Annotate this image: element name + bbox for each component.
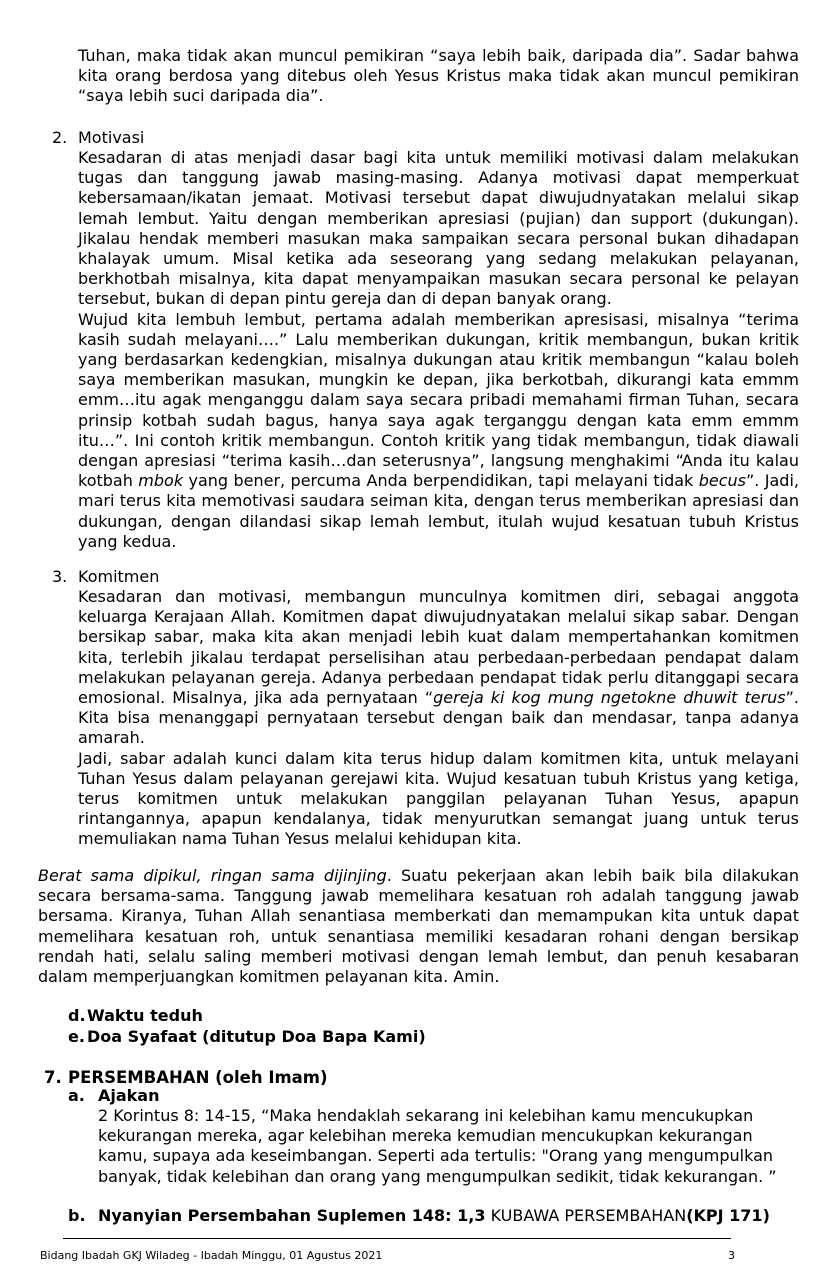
section-7-number: 7. — [44, 1068, 62, 1087]
text-run: yang bener, percuma Anda berpendidikan, tapi melayani tidak — [183, 471, 699, 491]
footer-text: Bidang Ibadah GKJ Wiladeg - Ibadah Minggu, 01 Agustus 2021 — [40, 1249, 383, 1262]
closing-paragraph — [38, 866, 799, 987]
item-e — [68, 1027, 426, 1047]
intro-paragraph: Tuhan, maka tidak akan muncul pemikiran “saya lebih baik, daripada dia”. Sadar bahwa kita orang berdosa yang ditebus oleh Yesus Kristus maka tidak akan muncul pemikiran “saya lebih suci daripada dia”. — [78, 46, 799, 106]
section-3-number: 3. — [52, 567, 68, 586]
section-7b-label: b. — [68, 1206, 86, 1225]
section-7b-title: Nyanyian Persembahan Suplemen 148: 1,3 — [98, 1206, 486, 1225]
section-2-title: Motivasi — [78, 128, 145, 147]
section-2-paragraph-1: Kesadaran di atas menjadi dasar bagi kita untuk memiliki motivasi dalam melakukan tugas dan tanggung jawab masing-masing. Adanya motivasi dapat memperkuat kebersamaan/ikatan jemaat. Motivasi tersebut dapat diwujudnyatakan melalui sikap lemah lembut. Yaitu dengan memberikan apresiasi (pujian) dan support (dukungan). Jikalau hendak memberi masukan maka sampaikan secara personal bukan dihadapan khalayak umum. Misal ketika ada seseorang yang sedang melakukan pelayanan, berkhotbah misalnya, kita dapat menyampaikan masukan secara personal ke pelayan tersebut, bukan di depan pintu gereja dan di depan banyak orang. — [78, 148, 799, 309]
italic-run: Berat sama dipikul, ringan sama dijinjing — [38, 866, 387, 885]
section-3-paragraph-2: Jadi, sabar adalah kunci dalam kita terus hidup dalam komitmen kita, untuk melayani Tuhan Yesus dalam pelayanan gerejawi kita. Wujud kesatuan tubuh Kristus yang ketiga, terus komitmen untuk melakukan panggilan pelayanan Tuhan Yesus, apapun rintangannya, apapun kendalanya, tidak menyurutkan semangat juang untuk terus memuliakan nama Tuhan Yesus melalui kehidupan kita. — [78, 748, 799, 849]
italic-run: becus — [698, 471, 746, 491]
section-2-body — [78, 148, 799, 552]
footer-rule — [63, 1238, 731, 1239]
section-7a-heading — [68, 1086, 160, 1106]
item-d-label: d. — [68, 1006, 86, 1025]
section-7-heading — [44, 1068, 328, 1088]
section-3-paragraph-1 — [78, 587, 799, 749]
item-d — [68, 1006, 203, 1026]
section-2-paragraph-2 — [78, 310, 799, 552]
italic-run: mbok — [138, 471, 184, 491]
section-3-body — [78, 587, 799, 850]
page-number: 3 — [728, 1249, 735, 1262]
ajakan-text: 2 Korintus 8: 14-15, “Maka hendaklah sekarang ini kelebihan kamu mencukupkan kekurangan mereka, agar kelebihan mereka kemudian mencukupkan kekurangan kamu, supaya ada keseimbangan. Seperti ada tertulis: "Orang yang mengumpulkan banyak, tidak kelebihan dan orang yang mengumpulkan sedikit, tidak kekurangan. ” — [98, 1106, 777, 1186]
text-run: ”. Jadi, mari terus kita memotivasi saudara seiman kita, dengan terus memberikan apresiasi dan dukungan, dengan dilandasi sikap lemah lembut, itulah wujud kesatuan tubuh Kristus yang kedua. — [78, 471, 799, 551]
item-d-text: Waktu teduh — [87, 1006, 203, 1025]
text-run: Kesadaran dan motivasi, membangun munculnya komitmen diri, sebagai anggota keluarga Kerajaan Allah. Komitmen dapat diwujudnyatakan melalui sikap sabar. Dengan bersikap sabar, maka kita akan menjadi lebih kuat dalam mempertahankan komitmen kita, terlebih jikalau terdapat perselisihan atau perbedaan-perbedaan pendapat dalam melakukan pelayanan gereja. Adanya perbedaan pendapat tidak perlu ditanggapi secara emosional. Misalnya, jika ada pernyataan “ — [78, 587, 799, 708]
section-3-title: Komitmen — [78, 567, 160, 586]
section-7b-song: KUBAWA PERSEMBAHAN — [485, 1206, 687, 1225]
section-7b-line — [68, 1206, 770, 1226]
text-run: . Suatu pekerjaan akan lebih baik bila dilakukan secara bersama-sama. Tanggung jawab memelihara kesatuan roh adalah tanggung jawab bersama. Kiranya, Tuhan Allah senantiasa memberkati dan memampukan kita untuk dapat memelihara kesatuan roh, untuk senantiasa memiliki kesadaran rohani dengan bersikap rendah hati, selalu saling memberi motivasi dengan lemah lembut, dan penuh kesabaran dalam memperjuangkan komitmen pelayanan kita. Amin. — [38, 866, 800, 987]
section-2-number: 2. — [52, 128, 68, 147]
section-7a-title: Ajakan — [98, 1086, 160, 1105]
item-e-label: e. — [68, 1027, 85, 1046]
item-e-text: Doa Syafaat (ditutup Doa Bapa Kami) — [87, 1027, 426, 1046]
text-run: ”. Kita bisa menanggapi pernyataan tersebut dengan baik dan mendasar, tanpa adanya amarah. — [78, 688, 800, 748]
text-run: Wujud kita lembuh lembut, pertama adalah memberikan apresisasi, misalnya “terima kasih sudah melayani….” Lalu memberikan dukungan, kritik membangun, bukan kritik yang berdasarkan kedengkian, misalnya dukungan atau kritik membangun “kalau boleh saya memberikan masukan, mungkin ke depan, jika berkotbah, dikurangi kata emmm emm…itu agak menganggu dalam saya secara pribadi memahami firman Tuhan, secara prinsip kotbah sudah bagus, hanya saya agak terganggu dengan kata emm emmm itu…”. Ini contoh kritik membangun. Contoh kritik yang tidak membangun, tidak diawali dengan apresiasi “terima kasih…dan seterusnya”, langsung menghakimi “Anda itu kalau kotbah — [78, 309, 799, 491]
section-7b-ref: (KPJ 171) — [686, 1206, 770, 1225]
italic-run: gereja ki kog mung ngetokne dhuwit terus — [433, 688, 786, 708]
section-7-title: PERSEMBAHAN (oleh Imam) — [68, 1068, 328, 1087]
section-7a-label: a. — [68, 1086, 85, 1105]
